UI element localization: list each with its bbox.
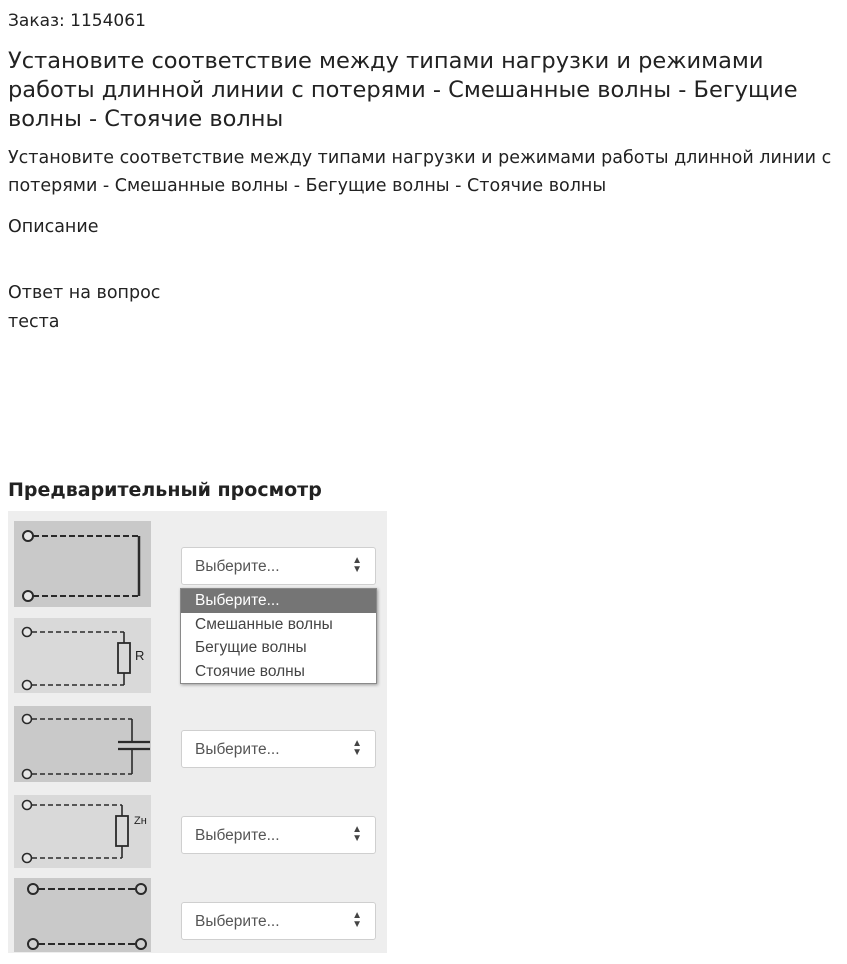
resistor-label: R — [135, 648, 145, 663]
updown-arrow-icon: ▲ ▼ — [352, 738, 362, 758]
updown-arrow-icon: ▲ ▼ — [352, 555, 362, 575]
select-value: Выберите... — [195, 741, 280, 758]
description-label: Описание — [8, 217, 99, 237]
impedance-label: Zн — [134, 815, 147, 827]
load-select-1[interactable] — [181, 547, 376, 585]
dropdown-option[interactable]: Смешанные волны — [195, 615, 333, 633]
question-title: Установите соответствие между типами нагрузки и режимами работы длинной линии с потерями - Смешанные волны - Бегущие волны - Стоячие волны — [8, 48, 798, 132]
select-value: Выберите... — [195, 913, 280, 930]
load-select-dropdown — [180, 588, 377, 684]
dropdown-option[interactable]: Бегущие волны — [195, 639, 307, 656]
question-description: Установите соответствие между типами нагрузки и режимами работы длинной линии с потерями - Смешанные волны - Бегущие волны - Стоячие волны — [8, 148, 832, 196]
select-value: Выберите... — [195, 827, 280, 844]
preview-panel — [8, 511, 387, 953]
preview-heading: Предварительный просмотр — [8, 479, 322, 501]
load-select-5[interactable] — [181, 902, 376, 940]
impedance-load-image — [14, 795, 151, 868]
load-select-4[interactable] — [181, 816, 376, 854]
dropdown-option[interactable]: Стоячие волны — [195, 662, 305, 680]
open-circuit-load-image — [14, 878, 151, 952]
dropdown-option[interactable]: Выберите... — [181, 589, 376, 613]
updown-arrow-icon: ▲ ▼ — [352, 824, 362, 844]
capacitor-load-image — [14, 706, 151, 782]
short-circuit-load-image — [14, 521, 151, 607]
updown-arrow-icon: ▲ ▼ — [352, 910, 362, 930]
resistor-load-image — [14, 618, 151, 693]
order-number: Заказ: 1154061 — [8, 11, 146, 31]
select-value: Выберите... — [195, 558, 280, 575]
answer-label: Ответ на вопрос теста — [8, 283, 161, 332]
load-select-3[interactable] — [181, 730, 376, 768]
